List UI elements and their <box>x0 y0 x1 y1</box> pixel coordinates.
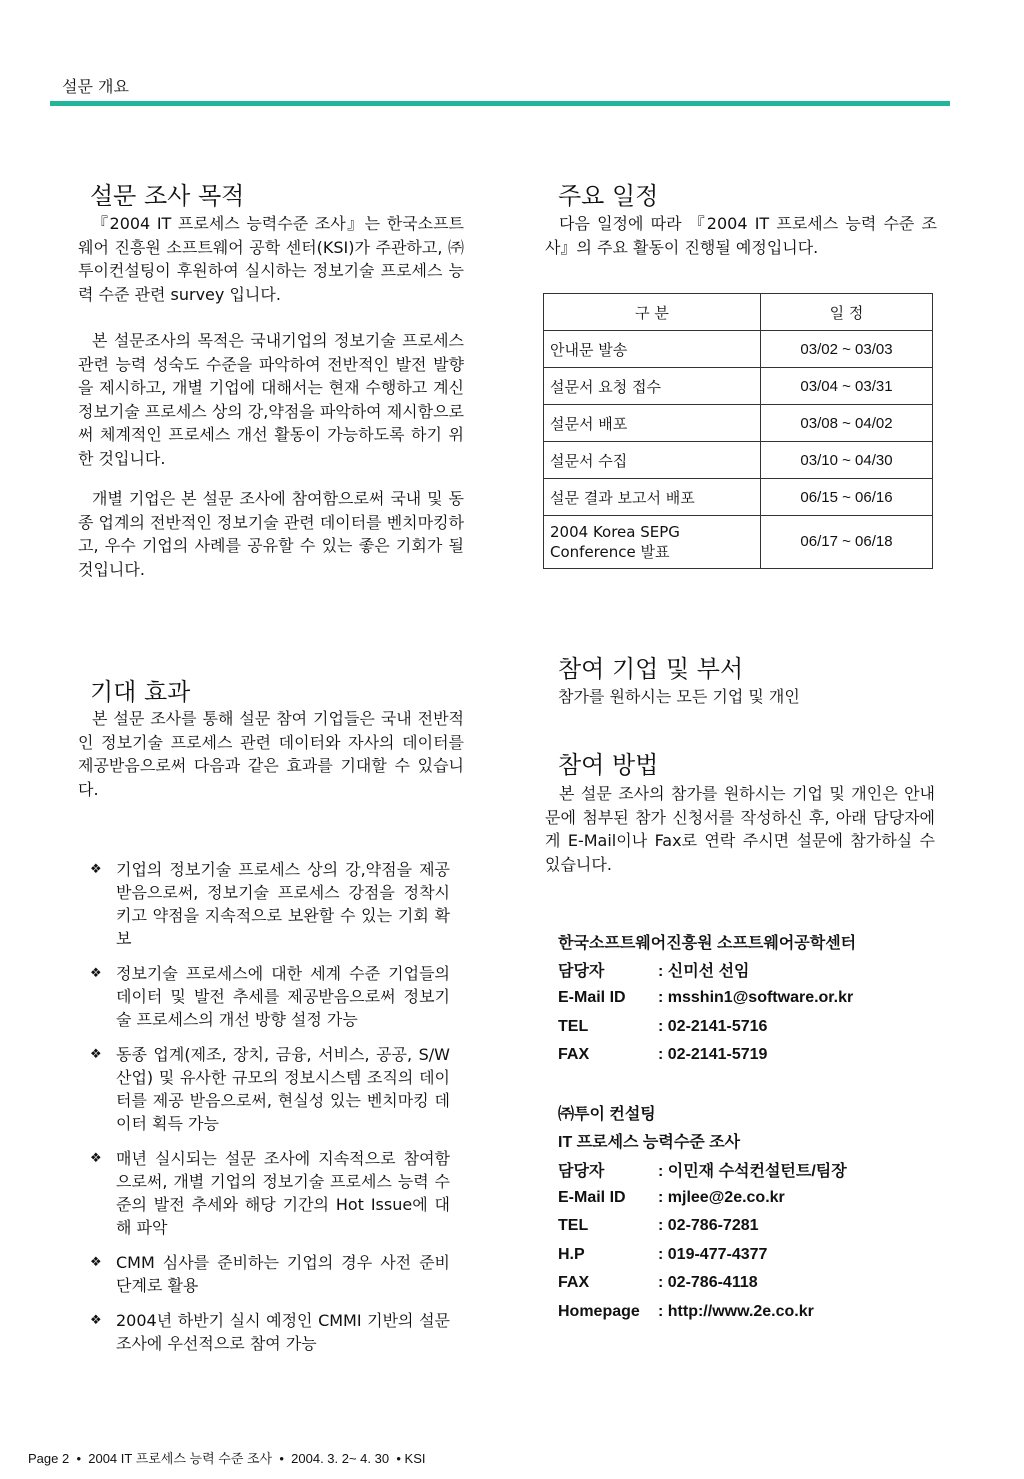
list-item <box>90 1309 450 1355</box>
footer-org: KSI <box>404 1451 426 1466</box>
purpose-paragraph-1: 『2004 IT 프로세스 능력수준 조사』는 한국소프트웨어 진흥원 소프트웨어 공학 센터(KSI)가 주관하고, ㈜투이컨설팅이 후원하여 실시하는 정보기술 프로세스 능력 수준 관련 survey 입니다. <box>78 214 464 304</box>
contact-value: : 02-2141-5716 <box>658 1017 768 1035</box>
footer-page-number: Page 2 <box>28 1451 70 1466</box>
contact-row <box>558 984 856 1013</box>
schedule-column-header: 일 정 <box>761 294 933 331</box>
contact-dept: IT 프로세스 능력수준 조사 <box>558 1134 741 1152</box>
footer-separator: • <box>279 1451 284 1466</box>
contact-key: FAX <box>558 1046 590 1064</box>
schedule-item: 2004 Korea SEPG Conference 발표 <box>544 516 761 569</box>
contact-row <box>558 1013 856 1042</box>
diamond-bullet-icon: ❖ <box>90 966 102 981</box>
list-item <box>90 858 450 950</box>
schedule-date: 06/15 ~ 06/16 <box>761 479 933 516</box>
contact-key: 담당자 <box>558 963 605 981</box>
contact-key: H.P <box>558 1245 585 1263</box>
method-text: 본 설문 조사의 참가를 원하시는 기업 및 개인은 안내문에 첨부된 참가 신청서를 작성하신 후, 아래 담당자에게 E-Mail이나 Fax로 연락 주시면 설문에 참가하실 수 있습니다. <box>545 784 935 874</box>
table-row <box>544 331 933 368</box>
table-row <box>544 368 933 405</box>
table-row <box>544 516 933 569</box>
schedule-item: 안내문 발송 <box>544 331 761 368</box>
contact-key: 담당자 <box>558 1162 605 1180</box>
contact-key: TEL <box>558 1017 589 1035</box>
contact-row <box>558 1041 856 1070</box>
effects-heading: 기대 효과 <box>90 678 191 706</box>
schedule-date: 03/08 ~ 04/02 <box>761 405 933 442</box>
contact-key: E-Mail ID <box>558 989 626 1007</box>
effect-text: 2004년 하반기 실시 예정인 CMMI 기반의 설문 조사에 우선적으로 참여 가능 <box>116 1311 450 1353</box>
effect-text: 매년 실시되는 설문 조사에 지속적으로 참여함으로써, 개별 기업의 정보기술 프로세스 능력 수준의 발전 추세와 해당 기간의 Hot Issue에 대해 파악 <box>116 1149 450 1237</box>
effect-text: CMM 심사를 준비하는 기업의 경우 사전 준비 단계로 활용 <box>116 1253 450 1295</box>
contact-row <box>558 1212 847 1241</box>
contact-row <box>558 1155 847 1184</box>
contact-value: : 신미선 선임 <box>658 963 750 981</box>
diamond-bullet-icon: ❖ <box>90 1313 102 1328</box>
schedule-heading: 주요 일정 <box>558 182 659 210</box>
contact-ksi <box>558 927 856 1070</box>
schedule-date: 03/02 ~ 03/03 <box>761 331 933 368</box>
footer-period: 2004. 3. 2~ 4. 30 <box>291 1451 390 1466</box>
contact-org: ㈜투이 컨설팅 <box>558 1105 656 1123</box>
contact-org: 한국소프트웨어진흥원 소프트웨어공학센터 <box>558 934 857 952</box>
contact-value: : 019-477-4377 <box>658 1245 768 1263</box>
schedule-item: 설문서 배포 <box>544 405 761 442</box>
schedule-item: 설문 결과 보고서 배포 <box>544 479 761 516</box>
diamond-bullet-icon: ❖ <box>90 1151 102 1166</box>
contact-key: FAX <box>558 1274 590 1292</box>
schedule-table <box>543 293 933 569</box>
contact-row <box>558 1241 847 1270</box>
list-item <box>90 1251 450 1297</box>
contact-key: Homepage <box>558 1302 640 1320</box>
header-divider <box>50 101 950 106</box>
effect-text: 동종 업계(제조, 장치, 금융, 서비스, 공공, S/W산업) 및 유사한 규모의 정보시스템 조직의 데이터를 제공 받음으로써, 현실성 있는 벤치마킹 데이터 획득 가능 <box>116 1045 450 1133</box>
contact-row <box>558 956 856 985</box>
table-row <box>544 442 933 479</box>
method-heading: 참여 방법 <box>558 751 659 779</box>
schedule-item: 설문서 요청 접수 <box>544 368 761 405</box>
diamond-bullet-icon: ❖ <box>90 1047 102 1062</box>
purpose-paragraph-3: 개별 기업은 본 설문 조사에 참여함으로써 국내 및 동종 업계의 전반적인 정보기술 관련 데이터를 벤치마킹하고, 우수 기업의 사례를 공유할 수 있는 좋은 기회가 될 것입니다. <box>78 489 465 579</box>
schedule-date: 06/17 ~ 06/18 <box>761 516 933 569</box>
contact-row <box>558 1184 847 1213</box>
page-header-title: 설문 개요 <box>62 77 129 96</box>
schedule-item: 설문서 수집 <box>544 442 761 479</box>
schedule-header-row <box>544 294 933 331</box>
list-item <box>90 1147 450 1239</box>
list-item <box>90 1043 450 1135</box>
footer-separator: • <box>396 1451 401 1466</box>
list-item <box>90 962 450 1031</box>
footer-title: 2004 IT 프로세스 능력 수준 조사 <box>88 1451 273 1466</box>
schedule-date: 03/10 ~ 04/30 <box>761 442 933 479</box>
participants-text: 참가를 원하시는 모든 기업 및 개인 <box>558 687 800 706</box>
purpose-heading: 설문 조사 목적 <box>90 182 245 210</box>
contact-value: : 02-786-7281 <box>658 1217 759 1235</box>
schedule-column-header: 구 분 <box>544 294 761 331</box>
diamond-bullet-icon: ❖ <box>90 862 102 877</box>
contact-value: : 02-786-4118 <box>658 1274 758 1292</box>
schedule-intro: 다음 일정에 따라 『2004 IT 프로세스 능력 수준 조사』의 주요 활동이 진행될 예정입니다. <box>545 214 937 257</box>
effect-text: 정보기술 프로세스에 대한 세계 수준 기업들의 데이터 및 발전 추세를 제공받음으로써 정보기술 프로세스의 개선 방향 설정 가능 <box>116 964 450 1029</box>
contact-row <box>558 1269 847 1298</box>
diamond-bullet-icon: ❖ <box>90 1255 102 1270</box>
contact-key: TEL <box>558 1217 589 1235</box>
contact-row <box>558 1298 847 1327</box>
schedule-date: 03/04 ~ 03/31 <box>761 368 933 405</box>
effects-intro: 본 설문 조사를 통해 설문 참여 기업들은 국내 전반적인 정보기술 프로세스 관련 데이터와 자사의 데이터를 제공받음으로써 다음과 같은 효과를 기대할 수 있습니다. <box>78 709 464 799</box>
contact-key: E-Mail ID <box>558 1188 626 1206</box>
participants-heading: 참여 기업 및 부서 <box>558 655 744 683</box>
footer-separator: • <box>76 1451 81 1466</box>
effects-list <box>90 858 450 1367</box>
homepage-link[interactable]: : http://www.2e.co.kr <box>658 1302 814 1320</box>
contact-2e <box>558 1098 847 1326</box>
contact-email-link[interactable]: : msshin1@software.or.kr <box>658 989 854 1007</box>
effect-text: 기업의 정보기술 프로세스 상의 강,약점을 제공받음으로써, 정보기술 프로세스 강점을 정착시키고 약점을 지속적으로 보완할 수 있는 기회 확보 <box>116 860 450 948</box>
page-footer <box>28 1448 426 1467</box>
table-row <box>544 479 933 516</box>
table-row <box>544 405 933 442</box>
purpose-paragraph-2: 본 설문조사의 목적은 국내기업의 정보기술 프로세스 관련 능력 성숙도 수준을 파악하여 전반적인 발전 발향을 제시하고, 개별 기업에 대해서는 현재 수행하고 계신 정보기술 프로세스 상의 강,약점을 파악하여 제시함으로써 체계적인 프로세스 개선 활동이 가능하도록 하기 위한 것입니다. <box>78 331 465 468</box>
contact-value: : 이민재 수석컨설턴트/팀장 <box>658 1162 847 1180</box>
contact-value: : 02-2141-5719 <box>658 1046 768 1064</box>
contact-email-link[interactable]: : mjlee@2e.co.kr <box>658 1188 785 1206</box>
